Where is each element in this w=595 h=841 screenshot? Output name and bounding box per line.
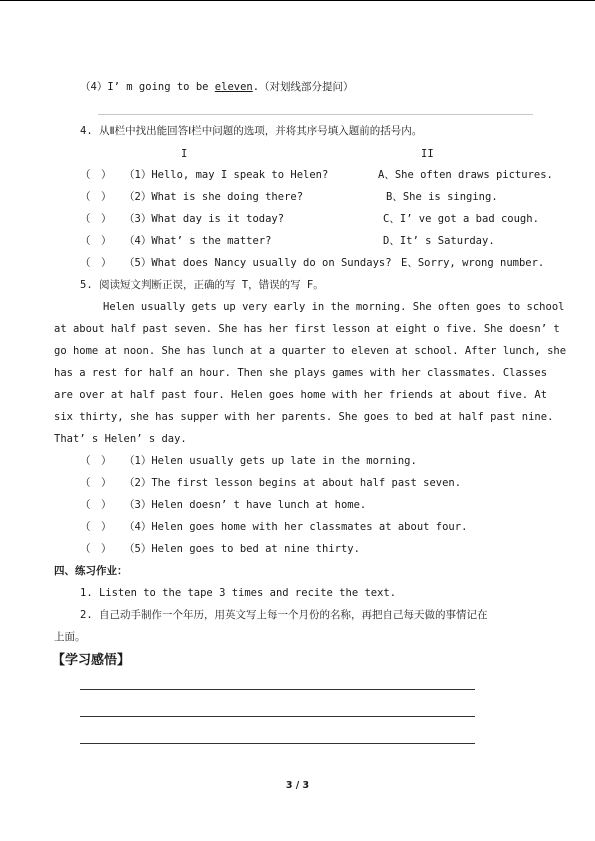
reflection-write-line-1[interactable] xyxy=(80,689,475,690)
passage-line-7: That’ s Helen’ s day. xyxy=(54,433,187,445)
tf-statement-2: （2）The first lesson begins at about half past seven. xyxy=(124,477,462,489)
passage-line-1: Helen usually gets up very early in the morning. She often goes to school xyxy=(103,301,565,313)
page-number: 3 / 3 xyxy=(285,780,310,791)
tf-bracket-3[interactable]: （ ） xyxy=(80,499,112,511)
match-bracket-3[interactable]: （ ） xyxy=(80,213,112,225)
reflection-write-line-2[interactable] xyxy=(80,716,475,717)
match-answer-b: B、She is singing. xyxy=(386,191,498,203)
match-question-1: （1）Hello, may I speak to Helen? xyxy=(124,169,329,181)
reflection-heading: 【学习感悟】 xyxy=(52,653,131,668)
match-question-3: （3）What day is it today? xyxy=(124,213,285,225)
tf-bracket-1[interactable]: （ ） xyxy=(80,455,112,467)
reading-instruction: 5. 阅读短文判断正误，正确的写 T，错误的写 F。 xyxy=(80,279,324,291)
passage-line-2: at about half past seven. She has her first lesson at eight o five. She doesn’ t xyxy=(54,323,560,335)
match-col1-header: I xyxy=(181,148,188,160)
homework-item-1: 1. Listen to the tape 3 times and recite the text. xyxy=(80,587,397,599)
passage-line-4: has a rest for half an hour. Then she plays games with her classmates. Classes xyxy=(54,367,548,379)
homework-item-2-line-1: 2. 自己动手制作一个年历，用英文写上每一个月份的名称，再把自己每天做的事情记在 xyxy=(80,609,488,621)
match-question-5: （5）What does Nancy usually do on Sundays? xyxy=(124,257,392,269)
q4-underlined-word: eleven xyxy=(214,81,253,93)
tf-bracket-5[interactable]: （ ） xyxy=(80,543,112,555)
tf-statement-3: （3）Helen doesn’ t have lunch at home. xyxy=(124,499,367,511)
passage-line-6: six thirty, she has supper with her parents. She goes to bed at half past nine. xyxy=(54,411,554,423)
homework-heading: 四、练习作业： xyxy=(54,565,128,577)
homework-item-2-line-2: 上面。 xyxy=(54,631,86,643)
match-question-2: （2）What is she doing there? xyxy=(124,191,304,203)
match-question-4: （4）What’ s the matter? xyxy=(124,235,272,247)
tf-bracket-2[interactable]: （ ） xyxy=(80,477,112,489)
q4-line xyxy=(80,80,354,94)
page-top-border xyxy=(0,0,595,1)
match-bracket-1[interactable]: （ ） xyxy=(80,169,112,181)
q4-suffix: .（对划线部分提问） xyxy=(252,81,354,93)
match-bracket-2[interactable]: （ ） xyxy=(80,191,112,203)
q4-prefix: （4）I’ m going to be xyxy=(80,81,215,93)
match-answer-c: C、I’ ve got a bad cough. xyxy=(383,213,539,225)
passage-line-5: are over at half past four. Helen goes home with her friends at about five. At xyxy=(54,389,548,401)
match-col2-header: II xyxy=(421,148,434,160)
match-answer-a: A、She often draws pictures. xyxy=(378,169,553,181)
reflection-write-line-3[interactable] xyxy=(80,743,475,744)
tf-statement-5: （5）Helen goes to bed at nine thirty. xyxy=(124,543,360,555)
match-instruction: 4. 从Ⅱ栏中找出能回答Ⅰ栏中问题的选项，并将其序号填入题前的括号内。 xyxy=(80,125,423,137)
match-answer-d: D、It’ s Saturday. xyxy=(383,235,495,247)
match-bracket-4[interactable]: （ ） xyxy=(80,235,112,247)
tf-bracket-4[interactable]: （ ） xyxy=(80,521,112,533)
match-bracket-5[interactable]: （ ） xyxy=(80,257,112,269)
match-answer-e: E、Sorry, wrong number. xyxy=(401,257,545,269)
q4-answer-line[interactable] xyxy=(98,114,533,115)
passage-line-3: go home at noon. She has lunch at a quarter to eleven at school. After lunch, she xyxy=(54,345,567,357)
tf-statement-1: （1）Helen usually gets up late in the morning. xyxy=(124,455,417,467)
tf-statement-4: （4）Helen goes home with her classmates at about four. xyxy=(124,521,468,533)
